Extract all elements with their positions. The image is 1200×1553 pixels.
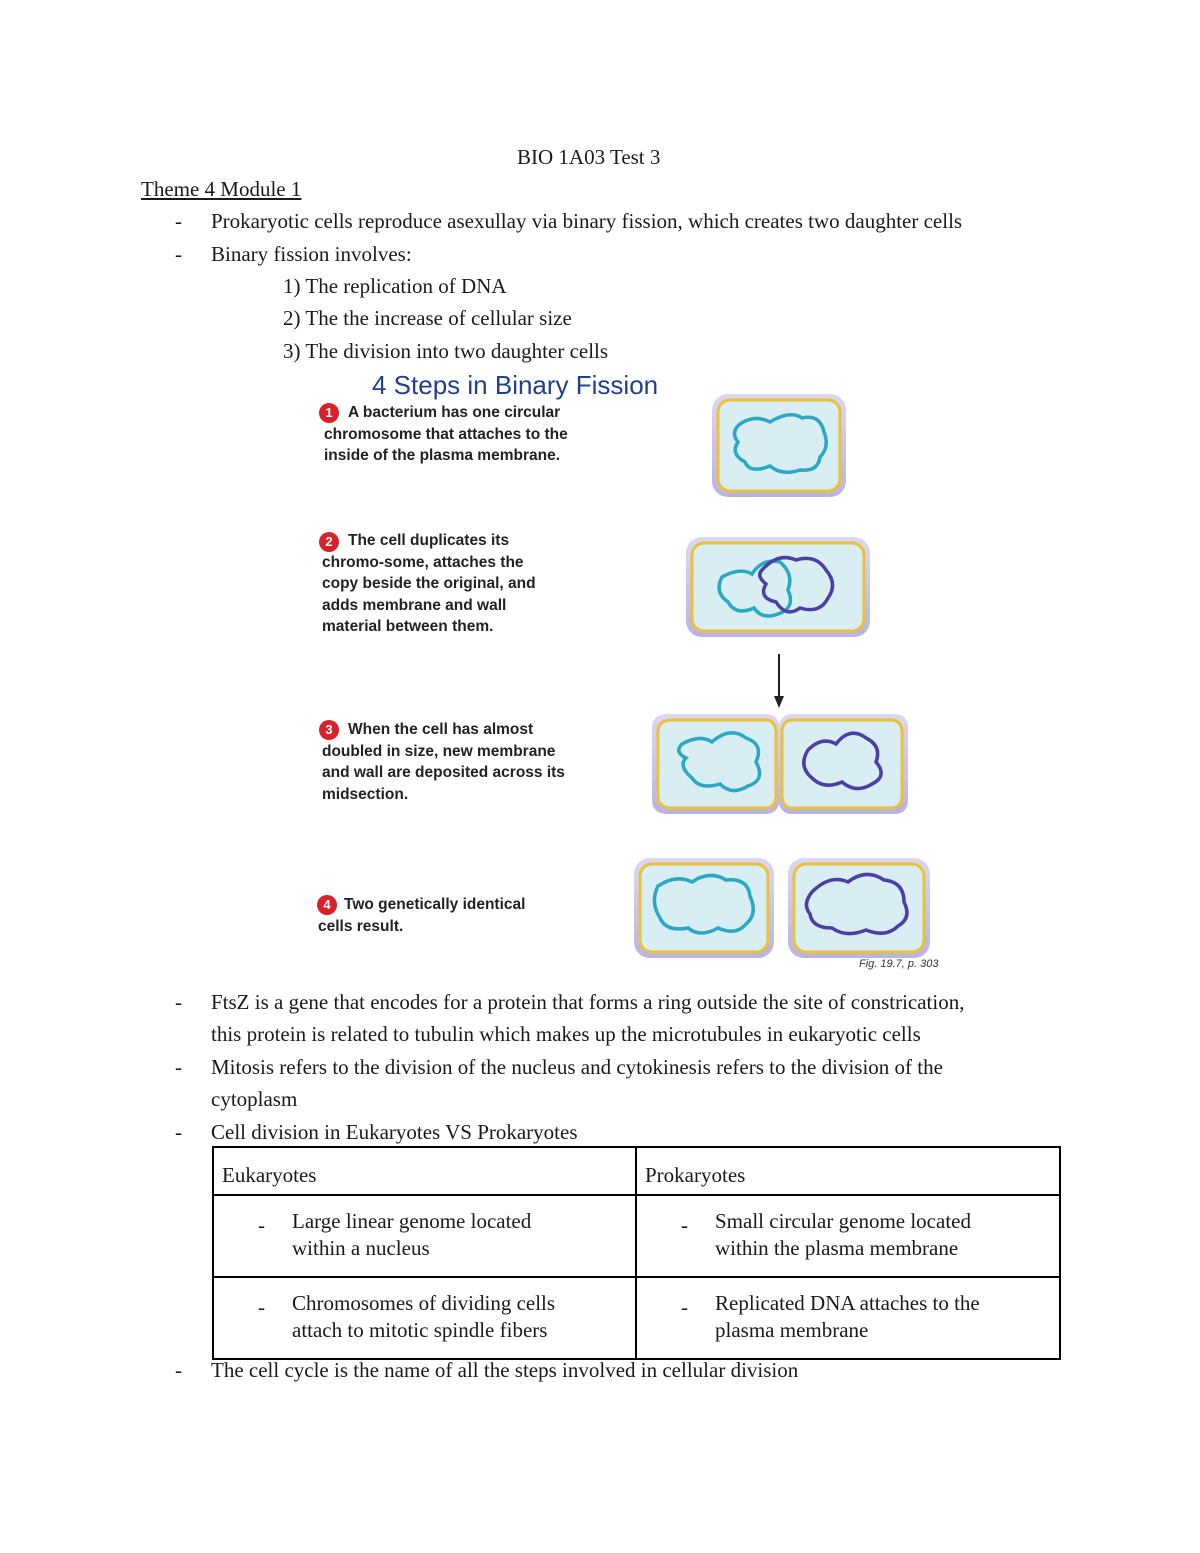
step-number-badge: 3 bbox=[319, 720, 339, 740]
step-item-1: 1) The replication of DNA bbox=[283, 274, 507, 298]
document-title: BIO 1A03 Test 3 bbox=[517, 145, 661, 169]
bullet-marker: - bbox=[175, 1358, 182, 1382]
figure-caption: Fig. 19.7, p. 303 bbox=[859, 958, 939, 970]
step-number-badge: 1 bbox=[319, 403, 339, 423]
table-cell-eukaryotes: - Large linear genome located within a nucleus bbox=[213, 1195, 636, 1277]
table-header-eukaryotes: Eukaryotes bbox=[213, 1147, 636, 1195]
table-row bbox=[213, 1195, 1060, 1277]
bullet-mitosis-line2: cytoplasm bbox=[211, 1087, 298, 1111]
bullet-marker: - bbox=[175, 990, 182, 1014]
bullet-fission-involves: Binary fission involves: bbox=[211, 242, 412, 266]
bullet-ftsz-line1: FtsZ is a gene that encodes for a protein that forms a ring outside the site of constrication, bbox=[211, 990, 965, 1014]
bullet-ftsz-line2: this protein is related to tubulin which makes up the microtubules in eukaryotic cells bbox=[211, 1022, 921, 1046]
step-item-2: 2) The the increase of cellular size bbox=[283, 306, 572, 330]
down-arrow-icon bbox=[774, 654, 784, 708]
step-item-3: 3) The division into two daughter cells bbox=[283, 339, 609, 363]
bullet-binary-fission: Prokaryotic cells reproduce asexullay via binary fission, which creates two daughter cells bbox=[211, 209, 963, 233]
bullet-marker: - bbox=[175, 242, 182, 266]
bullet-marker: - bbox=[175, 209, 182, 233]
bullet-cell-cycle: The cell cycle is the name of all the steps involved in cellular division bbox=[211, 1358, 799, 1382]
table-cell-prokaryotes: - Small circular genome located within the plasma membrane bbox=[636, 1195, 1060, 1277]
table-header-prokaryotes: Prokaryotes bbox=[636, 1147, 1060, 1195]
binary-fission-cells bbox=[300, 362, 960, 980]
figure-step-3-text: When the cell has almost doubled in size, new membrane and wall are deposited across its midsection. bbox=[322, 721, 565, 803]
step-number-badge: 4 bbox=[317, 895, 337, 915]
table-header-row bbox=[213, 1147, 1060, 1195]
figure-step-2-text: The cell duplicates its chromo-some, attaches the copy beside the original, and adds membrane and wall material between them. bbox=[322, 532, 536, 635]
bullet-marker: - bbox=[175, 1055, 182, 1079]
cell-step-2 bbox=[686, 537, 870, 637]
figure-step-1-text: A bacterium has one circular chromosome that attaches to the inside of the plasma membrane. bbox=[324, 404, 568, 464]
step-number-badge: 2 bbox=[319, 532, 339, 552]
cell-step-3 bbox=[652, 714, 908, 814]
cell-step-1 bbox=[712, 394, 846, 497]
cell-step-4-left bbox=[634, 858, 774, 958]
cell-step-4-right bbox=[788, 858, 930, 958]
table-row bbox=[213, 1277, 1060, 1359]
bullet-comparison-intro: Cell division in Eukaryotes VS Prokaryotes bbox=[211, 1120, 578, 1144]
binary-fission-figure bbox=[300, 362, 960, 980]
bullet-mitosis-line1: Mitosis refers to the division of the nucleus and cytokinesis refers to the division of the bbox=[211, 1055, 943, 1079]
table-cell-prokaryotes: - Replicated DNA attaches to the plasma membrane bbox=[636, 1277, 1060, 1359]
bullet-marker: - bbox=[175, 1120, 182, 1144]
figure-title: 4 Steps in Binary Fission bbox=[372, 370, 659, 400]
section-heading: Theme 4 Module 1 bbox=[141, 177, 302, 201]
comparison-table bbox=[212, 1146, 1061, 1360]
table-cell-eukaryotes: - Chromosomes of dividing cells attach to mitotic spindle fibers bbox=[213, 1277, 636, 1359]
figure-step-4-text: Two genetically identical cells result. bbox=[318, 896, 526, 935]
